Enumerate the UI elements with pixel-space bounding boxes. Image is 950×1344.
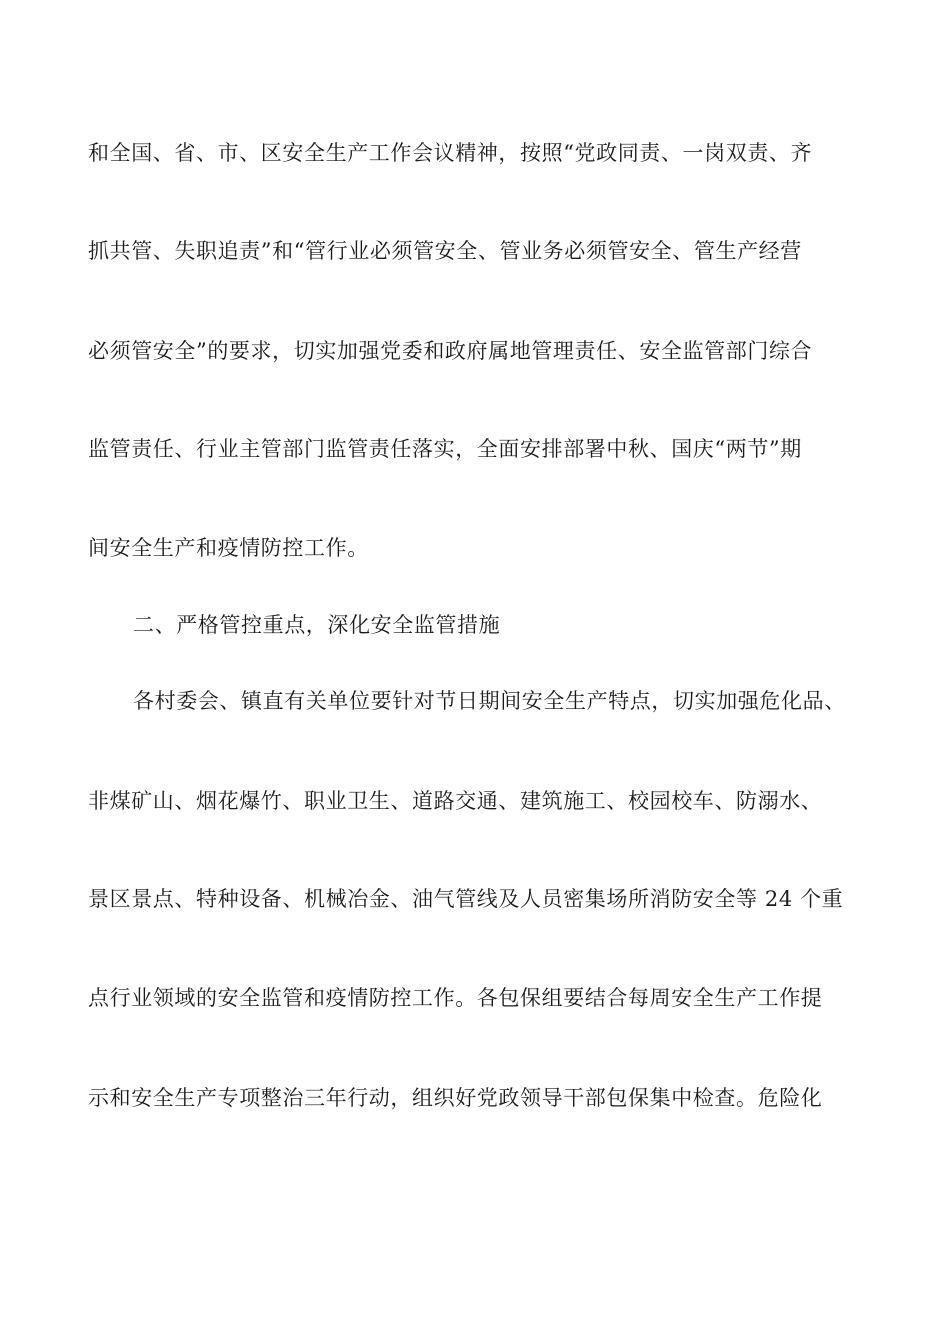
text-line-8: 非煤矿山、烟花爆竹、职业卫生、道路交通、建筑施工、校园校车、防溺水、 [88,789,823,813]
text-line-10: 点行业领域的安全监管和疫情防控工作。各包保组要结合每周安全生产工作提 [88,986,823,1010]
text-line-2: 抓共管、失职追责”和“管行业必须管安全、管业务必须管安全、管生产经营 [88,239,802,263]
text-line-1: 和全国、省、市、区安全生产工作会议精神，按照“党政同责、一岗双责、齐 [88,141,813,165]
text-line-9: 景区景点、特种设备、机械冶金、油气管线及人员密集场所消防安全等 24 个重 [88,887,844,911]
text-line-5: 间安全生产和疫情防控工作。 [88,536,369,560]
section-heading: 二、严格管控重点，深化安全监管措施 [133,613,501,637]
text-line-11: 示和安全生产专项整治三年行动，组织好党政领导干部包保集中检查。危险化 [88,1086,823,1110]
text-line-3: 必须管安全”的要求，切实加强党委和政府属地管理责任、安全监管部门综合 [88,339,813,363]
text-line-7: 各村委会、镇直有关单位要针对节日期间安全生产特点，切实加强危化品、 [133,689,846,713]
text-line-4: 监管责任、行业主管部门监管责任落实，全面安排部署中秋、国庆“两节”期 [88,437,802,461]
